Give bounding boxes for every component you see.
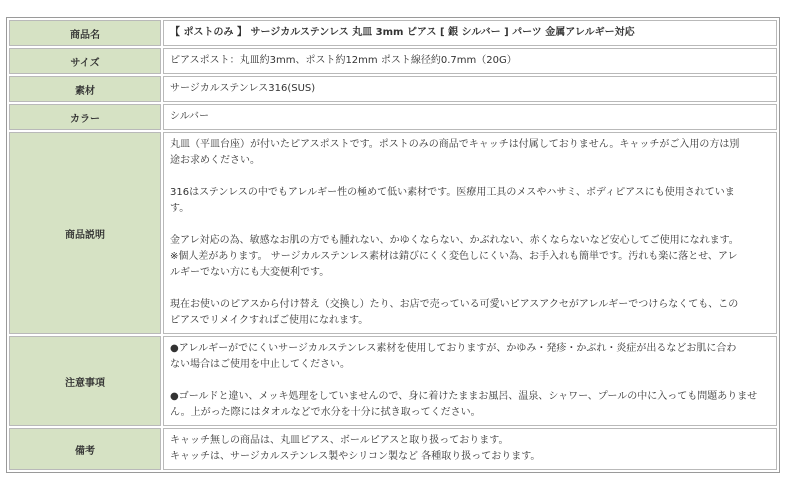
description-line: 金アレ対応の為、敏感なお肌の方でも腫れない、かゆくならない、かぶれない、赤くならないなど安心してご使用になれます。 [170,235,739,246]
notes-line: ●ゴールドと違い、メッキ処理をしていませんので、身に着けたままお風呂、温泉、シャワー、プールの中に入っても問題ありませ [170,391,758,402]
row-notes [9,336,777,426]
value-color: シルバー [163,104,777,130]
value-material: サージカルステンレス316(SUS) [163,76,777,102]
description-line: ルギーでない方にも大変便利です。 [170,267,330,278]
row-remarks [9,428,777,470]
remarks-line: キャッチは、サージカルステンレス製やシリコン製など 各種取り扱っております。 [170,451,541,462]
description-line: 現在お使いのピアスから付け替え（交換し）たり、お店で売っている可愛いピアスアクセがアレルギーでつけらなくても、この [170,299,739,310]
product-spec-table-wrapper [6,17,780,473]
label-description: 商品説明 [9,132,161,334]
notes-line: ●アレルギーがでにくいサージカルステンレス素材を使用しておりますが、かゆみ・発疹・かぶれ・炎症が出るなどお肌に合わ [170,343,737,354]
label-notes: 注意事項 [9,336,161,426]
value-size: ピアスポスト：丸皿約3mm、ポスト約12mm ポスト線径約0.7mm（20G） [163,48,777,74]
label-remarks: 備考 [9,428,161,470]
value-product-name: 【 ポストのみ 】 サージカルステンレス 丸皿 3mm ピアス [ 銀 シルバー ] パーツ 金属アレルギー対応 [163,20,777,46]
description-line: 途お求めください。 [170,155,260,166]
description-line: ※個人差があります。 サージカルステンレス素材は錆びにくく変色しにくい為、お手入れも簡単です。汚れも楽に落とせ、アレ [170,251,738,262]
notes-line: ない場合はご使用を中止してください。 [170,359,350,370]
row-color [9,104,777,130]
value-notes [163,336,777,426]
row-material [9,76,777,102]
label-color: カラー [9,104,161,130]
product-spec-table [6,17,780,473]
description-line: す。 [170,203,190,214]
label-size: サイズ [9,48,161,74]
value-description [163,132,777,334]
description-line: ピアスでリメイクすればご使用になれます。 [170,315,369,326]
remarks-line: キャッチ無しの商品は、丸皿ピアス、ボールピアスと取り扱っております。 [170,435,509,446]
label-material: 素材 [9,76,161,102]
notes-line: ん。上がった際にはタオルなどで水分を十分に拭き取ってください。 [170,407,481,418]
description-line: 316はステンレスの中でもアレルギー性の極めて低い素材です。医療用工具のメスやハサミ、ボディピアスにも使用されていま [170,187,735,198]
value-remarks [163,428,777,470]
label-product-name: 商品名 [9,20,161,46]
row-size [9,48,777,74]
row-product-name [9,20,777,46]
description-line: 丸皿（平皿台座）が付いたピアスポストです。ポストのみの商品でキャッチは付属しておりません。キャッチがご入用の方は別 [170,139,740,150]
row-description [9,132,777,334]
